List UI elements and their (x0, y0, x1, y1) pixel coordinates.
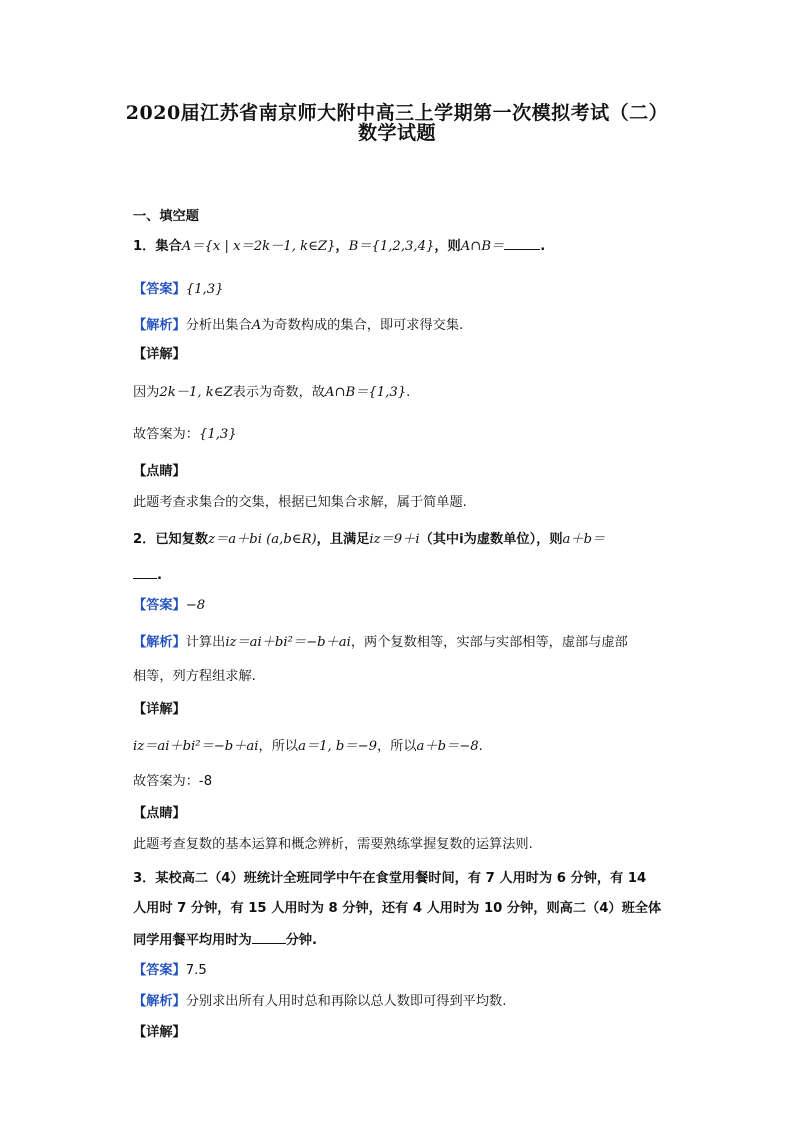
math-expression: iz＝ai＋bi²＝−b＋ai (225, 635, 351, 650)
comment-tag: 【点睛】 (133, 464, 186, 479)
question-text: ， (335, 239, 349, 254)
q3-analysis (133, 992, 673, 1012)
question-text: . (157, 568, 163, 583)
detail-tag: 【详解】 (133, 702, 186, 717)
question-text: ，则 (434, 239, 461, 254)
math-expression: iz＝ai＋bi²＝−b＋ai (133, 739, 259, 754)
document-subtitle (0, 118, 794, 145)
subtitle-text: 数学试题 (357, 122, 436, 144)
question-text: ，且满足 (316, 532, 370, 547)
question-3-line3 (133, 929, 673, 951)
math-expression: B＝{1,2,3,4} (348, 239, 435, 254)
analysis-text: 计算出 (185, 635, 226, 650)
detail-text: . (478, 739, 483, 754)
answer-blank (504, 235, 540, 250)
analysis-tag: 【解析】 (133, 318, 186, 333)
detail-tag: 【详解】 (133, 347, 186, 362)
q2-final: 故答案为：-8 (133, 774, 213, 789)
question-number: 2． (133, 532, 156, 547)
question-text: 同学用餐平均用时为 (133, 933, 252, 948)
question-text: 集合 (155, 239, 182, 254)
analysis-text: 为奇数构成的集合，即可求得交集. (261, 318, 464, 333)
math-expression: a＋b＝ (562, 532, 606, 547)
answer-tag: 【答案】 (133, 598, 186, 613)
analysis-text: 分析出集合 (185, 318, 252, 333)
math-expression: A∩B＝{1,3} (324, 385, 407, 400)
q1-comment: 此题考查求集合的交集，根据已知集合求解，属于简单题. (133, 495, 467, 510)
question-text: 已知复数 (155, 532, 209, 547)
answer-blank (133, 564, 157, 579)
detail-text: 表示为奇数，故 (232, 385, 325, 400)
q2-detail (133, 737, 673, 757)
question-text: 分钟. (285, 933, 318, 948)
math-expression: {1,3} (198, 427, 237, 442)
math-expression: a＝1, b＝−9 (298, 739, 377, 754)
math-expression: A (251, 318, 262, 333)
math-expression: iz＝9＋i (369, 532, 420, 547)
question-2 (133, 530, 673, 550)
detail-text: ，所以 (376, 739, 417, 754)
question-text: 某校高二（4）班统计全班同学中午在食堂用餐时间，有 7 人用时为 6 分钟，有 14 (155, 871, 647, 886)
question-number: 1． (133, 239, 156, 254)
answer-tag: 【答案】 (133, 282, 186, 297)
q3-answer (133, 961, 673, 981)
detail-tag: 【详解】 (133, 1025, 186, 1040)
q1-answer (133, 280, 673, 300)
question-2-cont (133, 564, 673, 586)
answer-value: {1,3} (185, 282, 224, 297)
q2-analysis-cont: 相等，列方程组求解. (133, 669, 256, 684)
math-expression: A＝{x | x＝2k－1, k∈Z} (181, 239, 336, 254)
analysis-tag: 【解析】 (133, 635, 186, 650)
question-3-line2: 人用时 7 分钟，有 15 人用时为 8 分钟，还有 4 人用时为 10 分钟，则高二（4）班全体 (133, 901, 662, 916)
q2-analysis (133, 633, 673, 653)
question-1 (133, 235, 673, 257)
q2-comment: 此题考查复数的基本运算和概念辨析，需要熟练掌握复数的运算法则. (133, 837, 533, 852)
question-text: （其中i为虚数单位），则 (419, 532, 563, 547)
detail-text: . (406, 385, 411, 400)
final-text: 故答案为： (133, 427, 199, 442)
q1-analysis (133, 316, 673, 336)
detail-text: 因为 (133, 385, 160, 400)
answer-value: −8 (185, 598, 206, 613)
math-expression: 2k－1, k∈Z (159, 385, 233, 400)
analysis-tag: 【解析】 (133, 994, 186, 1009)
answer-tag: 【答案】 (133, 963, 186, 978)
question-3 (133, 869, 673, 889)
question-text: . (540, 239, 546, 254)
document-title: 2020届江苏省南京师大附中高三上学期第一次模拟考试（二） (125, 102, 669, 124)
q2-answer (133, 596, 673, 616)
answer-value: 7.5 (185, 963, 207, 978)
section-heading: 一、填空题 (133, 209, 199, 224)
comment-tag: 【点睛】 (133, 806, 186, 821)
q1-final (133, 425, 673, 445)
question-number: 3． (133, 871, 156, 886)
math-expression: A∩B＝ (460, 239, 505, 254)
analysis-text: 分别求出所有人用时总和再除以总人数即可得到平均数. (185, 994, 507, 1009)
answer-blank (252, 929, 286, 944)
math-expression: z＝a＋bi (a,b∈R) (208, 532, 317, 547)
q1-detail (133, 383, 673, 403)
detail-text: ，所以 (258, 739, 299, 754)
analysis-text: ，两个复数相等，实部与实部相等，虚部与虚部 (350, 635, 628, 650)
math-expression: a＋b＝−8 (416, 739, 479, 754)
